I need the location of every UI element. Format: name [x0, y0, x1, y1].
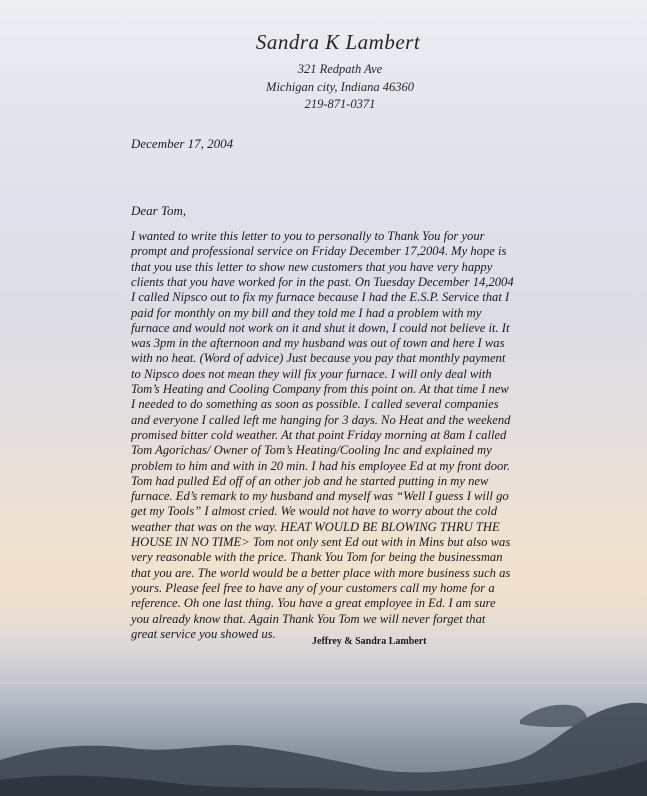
letter-date: December 17, 2004	[131, 136, 234, 151]
body-line: with no heat. (Word of advice) Just because you pay that monthly payment	[131, 351, 506, 366]
body-line: was 3pm in the afternoon and my husband was out of town and here I was	[131, 336, 505, 351]
body-line: furnace. Ed’s remark to my husband and myself was “Well I guess I will go	[131, 489, 509, 504]
body-line: Tom had pulled Ed off of an other job and he started putting in my new	[131, 473, 489, 488]
body-line: I needed to do something as soon as possible. I called several companies	[131, 397, 499, 412]
body-line: HOUSE IN NO TIME> Tom not only sent Ed out with in Mins but also was	[131, 535, 511, 549]
letterhead-address-line1: 321 Redpath Ave	[297, 62, 383, 76]
body-line: prompt and professional service on Friday December 17,2004. My hope is	[131, 244, 507, 259]
body-line: get my Tools” I almost cried. We would not have to worry about the cold	[131, 504, 498, 519]
body-line: paid for monthly on my bill and they told me I had a problem with my	[131, 305, 482, 320]
signature: Jeffrey & Sandra Lambert	[312, 636, 427, 647]
body-line: yours. Please feel free to have any of your customers call my home for a	[131, 580, 495, 595]
body-line: that you are. The world would be a better place with more business such as	[131, 565, 511, 580]
body-line: to Nipsco does not mean they will fix your furnace. I will only deal with	[131, 366, 492, 381]
body-line: promised bitter cold weather. At that point Friday morning at 8am I called	[131, 427, 507, 442]
body-line: I called Nipsco out to fix my furnace because I had the E.S.P. Service that I	[131, 290, 510, 305]
letterhead-address-line2: Michigan city, Indiana 46360	[266, 80, 414, 94]
body-line: furnace and would not work on it and shut it down, I could not believe it. It	[131, 320, 510, 335]
letterhead-name: Sandra K Lambert	[255, 30, 421, 54]
body-line: great service you showed us.	[131, 626, 276, 641]
body-line: Tom’s Heating and Cooling Company from this point on. At that time I new	[131, 382, 509, 396]
body-line: I wanted to write this letter to you to personally to Thank You for your	[131, 229, 485, 243]
body-line: problem to him and with in 20 min. I had his employee Ed at my front door.	[131, 458, 510, 473]
body-line: you already know that. Again Thank You Tom we will never forget that	[131, 611, 486, 626]
body-line: that you use this letter to show new customers that you have very happy	[131, 259, 493, 274]
body-line: very reasonable with the price. Thank You Tom for being the businessman	[131, 550, 503, 565]
body-line: Tom Agorichas/ Owner of Tom’s Heating/Cooling Inc and explained my	[131, 443, 492, 458]
body-line: reference. Oh one last thing. You have a great employee in Ed. I am sure	[131, 596, 496, 611]
body-line: clients that you have worked for in the past. On Tuesday December 14,2004	[131, 274, 514, 289]
body-line: and everyone I called left me hanging for 3 days. No Heat and the weekend	[131, 412, 511, 427]
letterhead-phone: 219-871-0371	[304, 97, 376, 111]
body-line: weather that was on the way. HEAT WOULD BE BLOWING THRU THE	[131, 519, 500, 534]
salutation: Dear Tom,	[131, 203, 187, 218]
